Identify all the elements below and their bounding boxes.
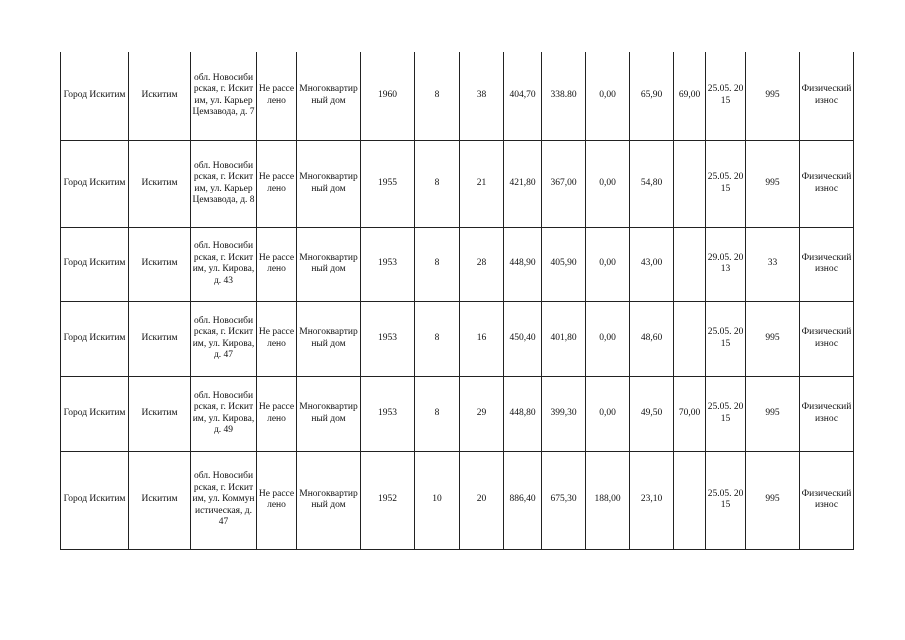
cell-floors: 8 [415,140,460,227]
cell-other-area [674,227,706,301]
table-row [61,301,854,376]
cell-district: Искитим [129,140,191,227]
table-row [61,52,854,140]
cell-resettlement-status: Не расселено [257,376,297,451]
cell-document-number: 33 [746,227,800,301]
cell-district: Искитим [129,301,191,376]
cell-year-built: 1953 [361,301,415,376]
cell-year-built: 1953 [361,227,415,301]
cell-residents: 20 [460,451,504,549]
cell-address: обл. Новосибирская, г. Искитим, ул. Кирова, д. 43 [191,227,257,301]
cell-floors: 8 [415,52,460,140]
cell-document-number: 995 [746,140,800,227]
cell-recognition-date: 25.05. 2015 [706,301,746,376]
cell-document-number: 995 [746,376,800,451]
cell-residential-area: 405,90 [542,227,586,301]
cell-municipal-area: 0,00 [586,227,630,301]
cell-settlement: Город Искитим [61,227,129,301]
cell-settlement: Город Искитим [61,376,129,451]
cell-recognition-date: 25.05. 2015 [706,376,746,451]
cell-private-area: 54,80 [630,140,674,227]
cell-residents: 21 [460,140,504,227]
cell-residents: 38 [460,52,504,140]
cell-resettlement-status: Не расселено [257,140,297,227]
cell-resettlement-status: Не расселено [257,52,297,140]
cell-municipal-area: 188,00 [586,451,630,549]
cell-house-type: Многоквартирный дом [297,376,361,451]
cell-total-area: 448,90 [504,227,542,301]
cell-address: обл. Новосибирская, г. Искитим, ул. Карьер Цемзавода, д. 7 [191,52,257,140]
cell-reason: Физический износ [800,301,854,376]
cell-year-built: 1953 [361,376,415,451]
table-body [61,52,854,549]
cell-residents: 28 [460,227,504,301]
cell-year-built: 1952 [361,451,415,549]
cell-district: Искитим [129,376,191,451]
cell-district: Искитим [129,52,191,140]
cell-other-area: 69,00 [674,52,706,140]
cell-total-area: 886,40 [504,451,542,549]
cell-recognition-date: 29.05. 2013 [706,227,746,301]
cell-floors: 10 [415,451,460,549]
cell-other-area [674,140,706,227]
cell-private-area: 48,60 [630,301,674,376]
cell-residential-area: 675,30 [542,451,586,549]
cell-recognition-date: 25.05. 2015 [706,451,746,549]
cell-other-area [674,451,706,549]
cell-year-built: 1955 [361,140,415,227]
cell-address: обл. Новосибирская, г. Искитим, ул. Коммунистическая, д. 47 [191,451,257,549]
cell-recognition-date: 25.05. 2015 [706,140,746,227]
cell-municipal-area: 0,00 [586,301,630,376]
cell-reason: Физический износ [800,451,854,549]
cell-floors: 8 [415,227,460,301]
cell-resettlement-status: Не расселено [257,451,297,549]
cell-address: обл. Новосибирская, г. Искитим, ул. Кирова, д. 49 [191,376,257,451]
cell-address: обл. Новосибирская, г. Искитим, ул. Карьер Цемзавода, д. 8 [191,140,257,227]
table-row [61,451,854,549]
cell-private-area: 23,10 [630,451,674,549]
cell-house-type: Многоквартирный дом [297,451,361,549]
cell-resettlement-status: Не расселено [257,227,297,301]
cell-address: обл. Новосибирская, г. Искитим, ул. Кирова, д. 47 [191,301,257,376]
cell-residential-area: 399,30 [542,376,586,451]
cell-residential-area: 401,80 [542,301,586,376]
cell-reason: Физический износ [800,376,854,451]
table-row [61,376,854,451]
table-row [61,140,854,227]
cell-total-area: 450,40 [504,301,542,376]
cell-reason: Физический износ [800,52,854,140]
cell-residential-area: 338.80 [542,52,586,140]
cell-house-type: Многоквартирный дом [297,52,361,140]
cell-recognition-date: 25.05. 2015 [706,52,746,140]
cell-district: Искитим [129,227,191,301]
cell-settlement: Город Искитим [61,301,129,376]
cell-private-area: 43,00 [630,227,674,301]
cell-floors: 8 [415,301,460,376]
cell-house-type: Многоквартирный дом [297,301,361,376]
cell-residents: 16 [460,301,504,376]
cell-residents: 29 [460,376,504,451]
cell-municipal-area: 0,00 [586,140,630,227]
cell-reason: Физический износ [800,140,854,227]
cell-private-area: 65,90 [630,52,674,140]
cell-total-area: 421,80 [504,140,542,227]
cell-total-area: 448,80 [504,376,542,451]
cell-settlement: Город Искитим [61,451,129,549]
cell-house-type: Многоквартирный дом [297,227,361,301]
cell-document-number: 995 [746,301,800,376]
cell-reason: Физический износ [800,227,854,301]
cell-other-area [674,301,706,376]
cell-resettlement-status: Не расселено [257,301,297,376]
cell-document-number: 995 [746,451,800,549]
cell-district: Искитим [129,451,191,549]
cell-other-area: 70,00 [674,376,706,451]
cell-year-built: 1960 [361,52,415,140]
cell-floors: 8 [415,376,460,451]
cell-settlement: Город Искитим [61,52,129,140]
cell-residential-area: 367,00 [542,140,586,227]
table-row [61,227,854,301]
cell-total-area: 404,70 [504,52,542,140]
cell-document-number: 995 [746,52,800,140]
cell-house-type: Многоквартирный дом [297,140,361,227]
housing-table [60,52,854,550]
cell-municipal-area: 0,00 [586,376,630,451]
cell-private-area: 49,50 [630,376,674,451]
cell-municipal-area: 0,00 [586,52,630,140]
cell-settlement: Город Искитим [61,140,129,227]
